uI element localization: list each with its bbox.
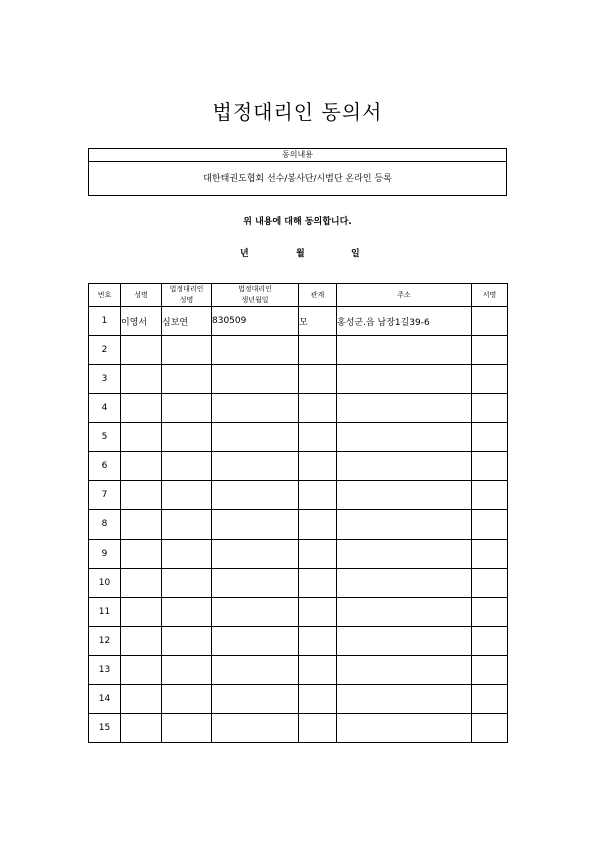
consent-box <box>88 148 507 196</box>
guardian-name-cell <box>162 336 212 365</box>
signature-field-cell <box>472 336 508 365</box>
date-month-label: 월 <box>296 249 305 259</box>
guardian-name-cell <box>162 365 212 394</box>
address-cell <box>337 481 472 510</box>
table-row <box>89 597 508 626</box>
row-number-cell: 11 <box>89 597 121 626</box>
row-number-cell: 6 <box>89 452 121 481</box>
guardian-birthdate-cell <box>212 365 299 394</box>
guardian-birthdate-cell: 830509 <box>212 307 299 336</box>
header-line: 생년월일 <box>241 296 269 304</box>
student-name-cell <box>121 568 162 597</box>
guardian-name-cell <box>162 423 212 452</box>
signature-field-cell <box>472 394 508 423</box>
table-row <box>89 336 508 365</box>
relation-cell <box>299 423 337 452</box>
header-guardian-birthdate <box>212 284 299 307</box>
table-row <box>89 626 508 655</box>
signature-field-cell <box>472 481 508 510</box>
signature-field-cell <box>472 655 508 684</box>
table-row <box>89 423 508 452</box>
address-cell <box>337 684 472 713</box>
relation-cell <box>299 684 337 713</box>
guardian-birthdate-cell <box>212 568 299 597</box>
table-header-row <box>89 284 508 307</box>
student-name-cell <box>121 394 162 423</box>
signature-field-cell <box>472 539 508 568</box>
student-name-cell: 이영서 <box>121 307 162 336</box>
guardian-name-cell <box>162 481 212 510</box>
student-name-cell <box>121 539 162 568</box>
student-name-cell <box>121 365 162 394</box>
signature-field-cell <box>472 423 508 452</box>
header-signature: 서명 <box>472 284 508 307</box>
signature-field-cell <box>472 365 508 394</box>
guardian-birthdate-cell <box>212 394 299 423</box>
date-year-label: 년 <box>240 249 249 259</box>
guardian-table <box>88 283 508 743</box>
guardian-name-cell <box>162 655 212 684</box>
row-number-cell: 1 <box>89 307 121 336</box>
table-row <box>89 568 508 597</box>
relation-cell <box>299 365 337 394</box>
guardian-name-cell <box>162 713 212 742</box>
table-row <box>89 713 508 742</box>
row-number-cell: 7 <box>89 481 121 510</box>
student-name-cell <box>121 655 162 684</box>
relation-cell <box>299 539 337 568</box>
address-cell <box>337 365 472 394</box>
consent-header: 동의내용 <box>89 149 506 162</box>
student-name-cell <box>121 423 162 452</box>
guardian-name-cell <box>162 684 212 713</box>
guardian-birthdate-cell <box>212 539 299 568</box>
student-name-cell <box>121 626 162 655</box>
relation-cell <box>299 655 337 684</box>
guardian-name-cell <box>162 597 212 626</box>
student-name-cell <box>121 713 162 742</box>
row-number-cell: 10 <box>89 568 121 597</box>
guardian-name-cell <box>162 539 212 568</box>
table-row <box>89 684 508 713</box>
signature-field-cell <box>472 307 508 336</box>
signature-field-cell <box>472 510 508 539</box>
guardian-birthdate-cell <box>212 481 299 510</box>
row-number-cell: 13 <box>89 655 121 684</box>
table-row <box>89 307 508 336</box>
signature-field-cell <box>472 597 508 626</box>
header-line: 법정대리인 <box>169 285 204 293</box>
guardian-name-cell <box>162 510 212 539</box>
address-cell <box>337 568 472 597</box>
relation-cell <box>299 336 337 365</box>
header-line: 법정대리인 <box>238 285 272 293</box>
table-row <box>89 394 508 423</box>
guardian-name-cell <box>162 452 212 481</box>
header-relation: 관계 <box>299 284 337 307</box>
row-number-cell: 4 <box>89 394 121 423</box>
header-number: 번호 <box>89 284 121 307</box>
relation-cell <box>299 597 337 626</box>
guardian-name-cell <box>162 394 212 423</box>
relation-cell <box>299 481 337 510</box>
signature-field-cell <box>472 626 508 655</box>
address-cell <box>337 336 472 365</box>
address-cell <box>337 394 472 423</box>
row-number-cell: 15 <box>89 713 121 742</box>
guardian-birthdate-cell <box>212 684 299 713</box>
guardian-name-cell <box>162 568 212 597</box>
relation-cell <box>299 510 337 539</box>
relation-cell <box>299 394 337 423</box>
document-title: 법정대리인 동의서 <box>212 100 383 124</box>
signature-field-cell <box>472 568 508 597</box>
table-row <box>89 539 508 568</box>
guardian-birthdate-cell <box>212 423 299 452</box>
relation-cell <box>299 626 337 655</box>
row-number-cell: 2 <box>89 336 121 365</box>
table-row <box>89 481 508 510</box>
table-row <box>89 510 508 539</box>
guardian-birthdate-cell <box>212 510 299 539</box>
table-row <box>89 452 508 481</box>
row-number-cell: 5 <box>89 423 121 452</box>
address-cell <box>337 423 472 452</box>
address-cell <box>337 452 472 481</box>
address-cell: 홍성군.읍 남장1길39-6 <box>337 307 472 336</box>
relation-cell: 모 <box>299 307 337 336</box>
guardian-birthdate-cell <box>212 713 299 742</box>
address-cell <box>337 510 472 539</box>
guardian-birthdate-cell <box>212 626 299 655</box>
table-row <box>89 365 508 394</box>
student-name-cell <box>121 510 162 539</box>
table-body <box>89 307 508 743</box>
guardian-birthdate-cell <box>212 655 299 684</box>
student-name-cell <box>121 452 162 481</box>
address-cell <box>337 539 472 568</box>
student-name-cell <box>121 481 162 510</box>
guardian-birthdate-cell <box>212 452 299 481</box>
header-guardian-name <box>162 284 212 307</box>
relation-cell <box>299 452 337 481</box>
guardian-birthdate-cell <box>212 597 299 626</box>
row-number-cell: 9 <box>89 539 121 568</box>
signature-field-cell <box>472 713 508 742</box>
row-number-cell: 12 <box>89 626 121 655</box>
date-day-label: 일 <box>351 249 360 259</box>
signature-field-cell <box>472 684 508 713</box>
signature-field-cell <box>472 452 508 481</box>
agreement-statement: 위 내용에 대해 동의합니다. <box>243 217 352 227</box>
header-name: 성명 <box>121 284 162 307</box>
address-cell <box>337 713 472 742</box>
guardian-name-cell <box>162 626 212 655</box>
header-line: 성명 <box>179 296 194 304</box>
guardian-birthdate-cell <box>212 336 299 365</box>
consent-content: 대한태권도협회 선수/봉사단/시범단 온라인 등록 <box>203 174 392 184</box>
relation-cell <box>299 713 337 742</box>
row-number-cell: 8 <box>89 510 121 539</box>
student-name-cell <box>121 684 162 713</box>
address-cell <box>337 597 472 626</box>
address-cell <box>337 655 472 684</box>
table-row <box>89 655 508 684</box>
relation-cell <box>299 568 337 597</box>
student-name-cell <box>121 597 162 626</box>
guardian-name-cell: 심보연 <box>162 307 212 336</box>
row-number-cell: 14 <box>89 684 121 713</box>
student-name-cell <box>121 336 162 365</box>
header-address: 주소 <box>337 284 472 307</box>
row-number-cell: 3 <box>89 365 121 394</box>
address-cell <box>337 626 472 655</box>
